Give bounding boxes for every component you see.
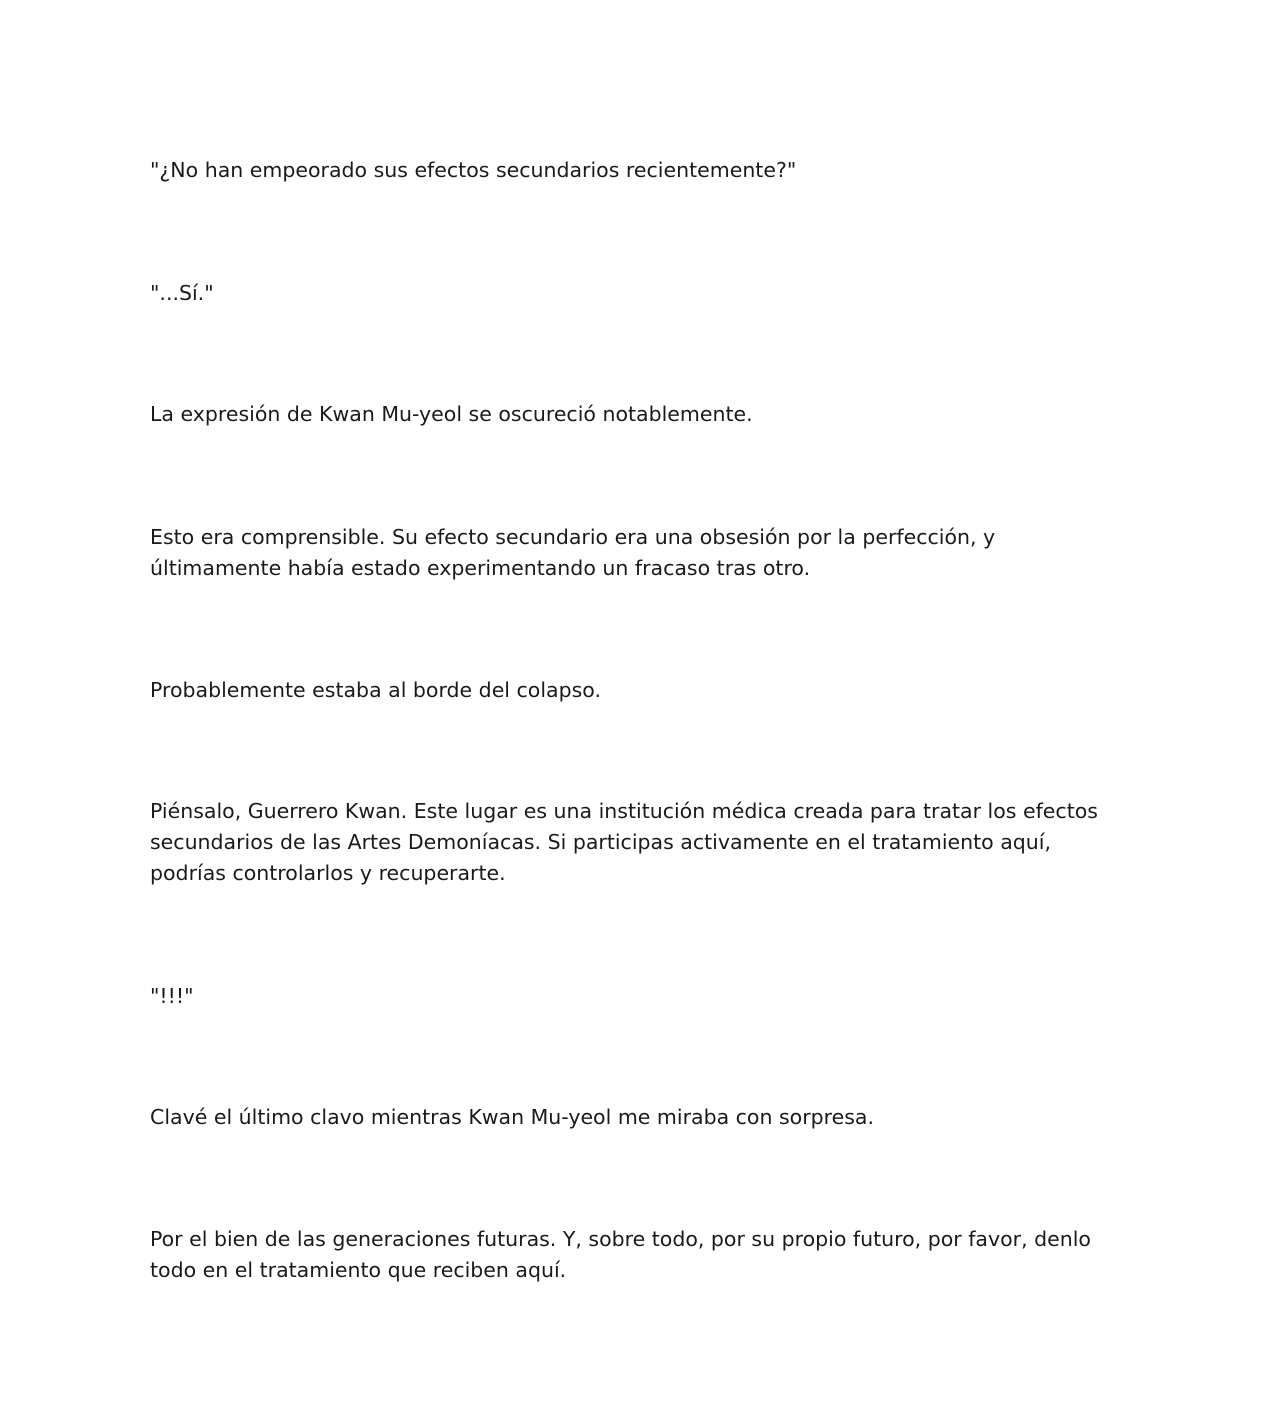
paragraph-narration: La expresión de Kwan Mu-yeol se oscureció notablemente.	[150, 402, 753, 426]
paragraph-narration: Esto era comprensible. Su efecto secundario era una obsesión por la perfección, y últimamente había estado experimentando un fracaso tras otro.	[150, 525, 996, 580]
paragraph-dialogue-answer: "...Sí."	[150, 281, 214, 305]
paragraph-narration: Piénsalo, Guerrero Kwan. Este lugar es una institución médica creada para tratar los efectos secundarios de las Artes Demoníacas. Si participas activamente en el tratamiento aquí, podrías controlarlos y recuperarte.	[150, 799, 1098, 885]
paragraph-dialogue-question: "¿No han empeorado sus efectos secundarios recientemente?"	[150, 158, 797, 182]
paragraph-narration: Por el bien de las generaciones futuras. Y, sobre todo, por su propio futuro, por favor, denlo todo en el tratamiento que reciben aquí.	[150, 1227, 1091, 1282]
paragraph-dialogue-exclamation: "!!!"	[150, 984, 194, 1008]
paragraph-narration: Clavé el último clavo mientras Kwan Mu-yeol me miraba con sorpresa.	[150, 1105, 874, 1129]
paragraph-narration: Probablemente estaba al borde del colapso.	[150, 678, 601, 702]
